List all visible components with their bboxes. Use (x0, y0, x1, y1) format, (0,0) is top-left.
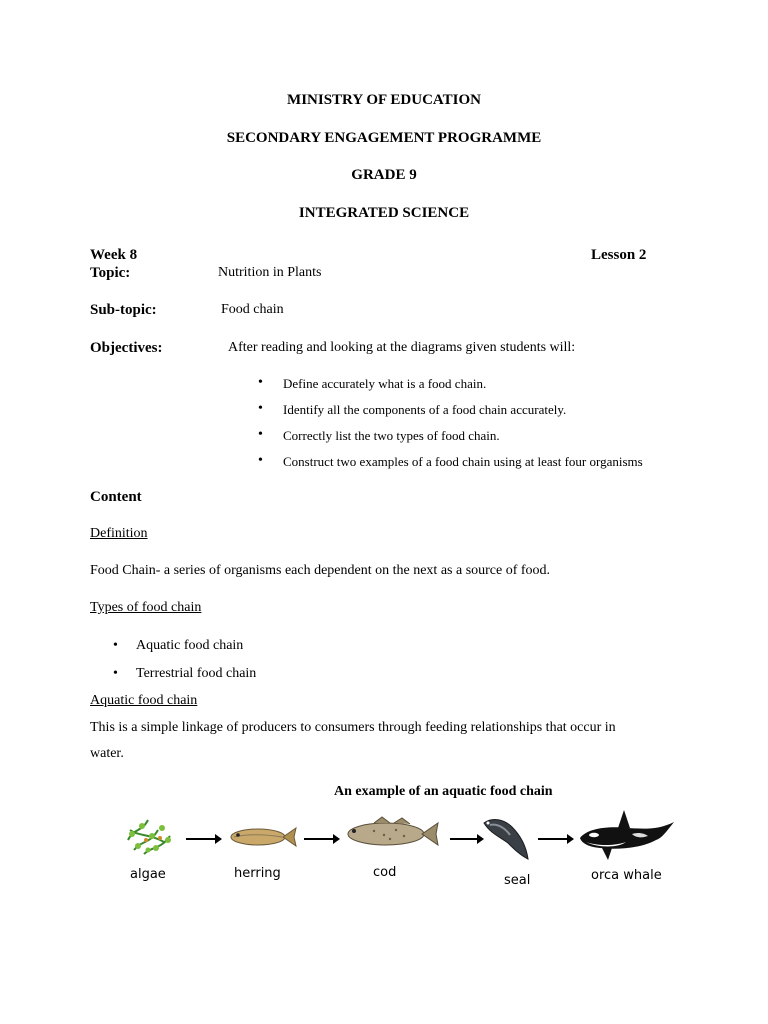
organism-label: cod (373, 865, 397, 880)
ministry-title: MINISTRY OF EDUCATION (287, 92, 481, 108)
grade-title: GRADE 9 (351, 167, 417, 183)
arrow-icon (450, 838, 482, 840)
figure-caption: An example of an aquatic food chain (334, 784, 553, 799)
subtopic-label: Sub-topic: (90, 302, 157, 318)
algae-icon (120, 810, 180, 860)
herring-icon (228, 824, 298, 850)
arrow-icon (538, 838, 572, 840)
orca-icon (578, 808, 676, 864)
arrow-icon (304, 838, 338, 840)
arrow-icon (186, 838, 220, 840)
list-item: Construct two examples of a food chain using at least four organisms (283, 454, 643, 469)
lesson-label: Lesson 2 (591, 247, 647, 263)
organism-label: algae (130, 867, 166, 882)
definition-heading: Definition (90, 526, 148, 541)
list-item: Identify all the components of a food chain accurately. (283, 402, 567, 417)
bullet-icon: • (258, 427, 263, 442)
organism-label: herring (234, 866, 281, 881)
programme-title: SECONDARY ENGAGEMENT PROGRAMME (226, 130, 542, 146)
bullet-icon: • (113, 638, 118, 653)
list-item: Correctly list the two types of food chain. (283, 428, 500, 443)
seal-icon (480, 815, 532, 863)
cod-icon (344, 815, 439, 851)
aquatic-text-line2: water. (90, 746, 124, 761)
content-heading: Content (90, 489, 142, 505)
topic-value: Nutrition in Plants (218, 265, 322, 280)
subject-title: INTEGRATED SCIENCE (298, 205, 470, 221)
topic-label: Topic: (90, 265, 131, 281)
bullet-icon: • (258, 401, 263, 416)
bullet-icon: • (113, 666, 118, 681)
list-item: Terrestrial food chain (136, 666, 257, 681)
objectives-label: Objectives: (90, 340, 163, 356)
organism-label: seal (504, 873, 531, 888)
definition-text: Food Chain- a series of organisms each dependent on the next as a source of food. (90, 563, 551, 578)
aquatic-text-line1: This is a simple linkage of producers to consumers through feeding relationships that occur in (90, 720, 616, 735)
list-item: Define accurately what is a food chain. (283, 376, 487, 391)
list-item: Aquatic food chain (136, 638, 244, 653)
types-heading: Types of food chain (90, 600, 202, 615)
objectives-intro: After reading and looking at the diagrams given students will: (228, 340, 576, 355)
week-label: Week 8 (90, 247, 138, 263)
bullet-icon: • (258, 453, 263, 468)
subtopic-value: Food chain (221, 302, 284, 317)
aquatic-heading: Aquatic food chain (90, 693, 198, 708)
organism-label: orca whale (591, 868, 662, 883)
bullet-icon: • (258, 375, 263, 390)
